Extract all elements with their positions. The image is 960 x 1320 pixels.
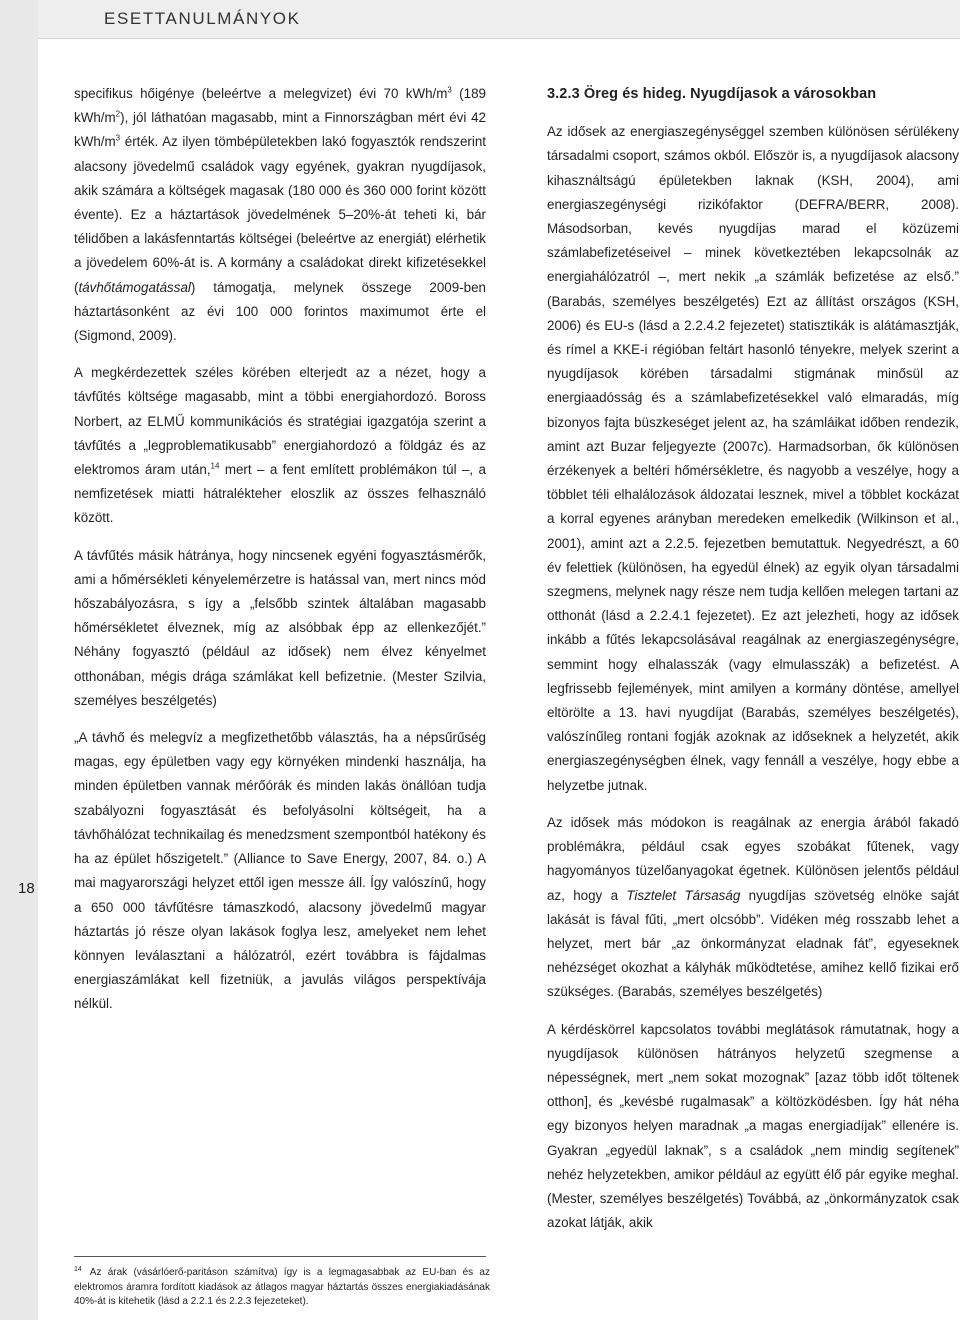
paragraph: A távfűtés másik hátránya, hogy nincsenek egyéni fogyasztásmérők, ami a hőmérsékleti kényelemérzetre is hatással van, mert nincs mód hőszabályozásra, s így a „felsőbb szintek általában magasabb hőmérsékletet élveznek, míg az alsóbbak épp az ellenkezőjét.” Néhány fogyasztó (például az idősek) nem élvez kényelmet otthonában, mégis drága számlákat kell befizetnie. (Mester Szilvia, személyes beszélgetés) [74, 547, 486, 708]
superscript: 3 [447, 85, 452, 95]
superscript: 2 [115, 109, 121, 119]
margin-band [0, 0, 38, 1320]
page-number: 18 [18, 880, 35, 897]
footnote-text [74, 1266, 490, 1310]
text-run: ), jól láthatóan magasabb, mint a Finnországban mért évi 42 kWh/m [74, 110, 486, 150]
superscript: 3 [115, 133, 121, 143]
footnote-divider [74, 1256, 486, 1257]
running-head: ESETTANULMÁNYOK [104, 9, 301, 28]
paragraph [74, 82, 486, 348]
footnote-number: 14 [74, 1265, 82, 1273]
header-bar [38, 0, 960, 39]
italic-term: Tisztelet Társaság [626, 887, 741, 903]
text-run: nyugdíjas szövetség elnöke saját lakását is fával fűti, „mert olcsóbb”. Vidéken még rosszabb lehet a helyzet, mert bár „az önkormányzat eladnak fát”, egyeseknek nehézséget okozhat a kályhák működtetése, amihez kellő fizikai erő szükséges. (Barabás, személyes beszélgetés) [547, 887, 959, 1000]
text-run: A megkérdezettek széles körében elterjedt az a nézet, hogy a távfűtés költsége magasabb, mint a többi energiahordozó. Boross Norbert, az ELMŰ kommunikációs és stratégiai igazgatója szerint a távfűtés a „legproblematikusabb” energiahordozó a földgáz és az elektromos áram után, [74, 365, 486, 478]
paragraph: A kérdéskörrel kapcsolatos további meglátások rámutatnak, hogy a nyugdíjasok különösen hátrányos helyzetű szegmense a népességnek, mert „nem sokat mozognak” [azaz több időt töltenek otthon], és „kevésbé rugalmasak” a költözködésben. Így hát néha egy bizonyos helyen maradnak „a magas energiadíjak” ellenére is. Gyakran „egyedül laknak”, s a családok „nem mindig segítenek” nehéz helyzetekben, amikor például az együtt élő pár egyike meghal. (Mester, személyes beszélgetés) Továbbá, az „önkormányzatok csak azokat látják, akik [547, 1021, 959, 1231]
paragraph: Az idősek az energiaszegénységgel szemben különösen sérülékeny társadalmi csoport, számos okból. Először is, a nyugdíjasok alacsony kihasználtságú épületekben laknak (KSH, 2004), ami energiaszegénységi rizikófaktor (DEFRA/BERR, 2008). Másodsorban, kevés nyugdíjas marad el közüzemi számlabefizetéseivel – minek következtében lekapcsolnák az energiahálózatról –, mert nekik „a számlák befizetése az első.” (Barabás, személyes beszélgetés) Ezt az állítást országos (KSH, 2006) és EU-s (lásd a 2.2.4.2 fejezetet) statisztikák is alátámasztják, és rímel a KKE-i régióban feltárt hasonló tényekre, melyek szerint a nyugdíjasok körében társadalmi stigmának minősül az energiaadósság és a számlabefizetésekkel való elmaradás, míg bizonyos fajta büszkeséget jelent az, ha számláikat időben rendezik, amint azt Buzar feljegyezte (2007c). Harmadsorban, ők különösen érzékenyek a beltéri hőmérsékletre, és nagyobb a veszélye, hogy a többlet téli elhalálozások áldozatai lesznek, mivel a többlet kockázat a korral egyenes arányban meredeken emelkedik (Wilkinson et al., 2001), amint azt a 2.2.5. fejezetben bemutattuk. Negyedrészt, a 60 év felettiek (különösen, ha egyedül élnek) az egyik olyan társadalmi szegmens, melynek nagy része nem tudja kellően melegen tartani az otthonát (lásd a 2.2.4.1 fejezetet). Ez azt jelezheti, hogy az idősek inkább a fűtés lekapcsolásával reagálnak az energiaszegénységre, semmint hogy elhalasszák (vagy elmulasszák) a befizetést. A legfrissebb fejlemények, mint amilyen a kormány döntése, amellyel eltörölte a 13. havi nyugdíjat (Barabás, személyes beszélgetés), valószínűleg rontani fogják azoknak az időseknek a helyzetét, akik energiaszegénységben élnek, vagy fennáll a veszélye, hogy ebbe a helyzetbe jutnak. [547, 124, 959, 793]
text-run: Az idősek más módokon is reagálnak az energia árából fakadó problémákra, például csak egyes szobákat fűtenek, vagy hagyományos tüzelőanyagokat égetnek. Különösen jelentős például az, hogy a [547, 814, 959, 903]
right-column [547, 82, 959, 1235]
italic-term: távhőtámogatással [78, 279, 191, 295]
footnote-ref[interactable]: 14 [210, 461, 220, 471]
left-column [74, 82, 486, 1017]
footnote [74, 1266, 490, 1310]
text-run: Az árak (vásárlóerő-paritáson számítva) így is a legmagasabbak az EU-ban és az elektromos áramra fordított kiadások az átlagos magyar háztartás összes energiakiadásának 40%-át is kitehetik (lásd a 2.2.1 és 2.2.3 fejezeteket). [74, 1267, 490, 1308]
paragraph [547, 811, 959, 1005]
text-run: specifikus hőigénye (beleértve a melegvizet) évi 70 kWh/m [74, 86, 448, 101]
paragraph [74, 361, 486, 530]
quote-paragraph: „A távhő és melegvíz a megfizethetőbb választás, ha a népsűrűség magas, egy épületben vagy egy környéken mindenki használja, ha minden épületben vannak mérőórák és minden lakás önállóan tudja szabályozni fogyasztását és befolyásolni költségeit, ha a távhőhálózat technikailag és menedzsment szempontból hatékony és ha az épület hőszigetelt.” (Alliance to Save Energy, 2007, 84. o.) A mai magyarországi helyzet ettől igen messze áll. Így valószínű, hogy a 650 000 távfűtésre támaszkodó, alacsony jövedelmű magyar háztartás jó része olyan lakások foglya lesz, amelyeket nem lehet könnyen leválasztani a hálózatról, ezért továbbra is fájdalmas energiaszámlákat kell fizetniük, a javulás világos perspektívája nélkül. [74, 730, 486, 1012]
text-run: mert – a fent említett problémákon túl –, a nemfizetések miatti hátralékteher eloszlik az összes felhasználó között. [74, 462, 486, 526]
text-run: (189 kWh/m [74, 86, 486, 126]
text-run: érték. Az ilyen tömbépületekben lakó fogyasztók rendszerint alacsony jövedelmű családok vagy egyének, gyakran nyugdíjasok, akik számára a költségek magasak (180 000 és 360 000 forint között évente). Ez a háztartások jövedelmének 5–20%-át teheti ki, bár télidőben a lakásfenntartás költségei (beleértve az energiát) elérhetik a jövedelem 60%-át is. A kormány a családokat direkt kifizetésekkel ( [74, 134, 486, 295]
text-run: ) támogatja, melynek összege 2009-ben háztartásonként az évi 100 000 forintos maximumot érte el (Sigmond, 2009). [74, 279, 486, 344]
section-heading: 3.2.3 Öreg és hideg. Nyugdíjasok a városokban [547, 86, 877, 102]
